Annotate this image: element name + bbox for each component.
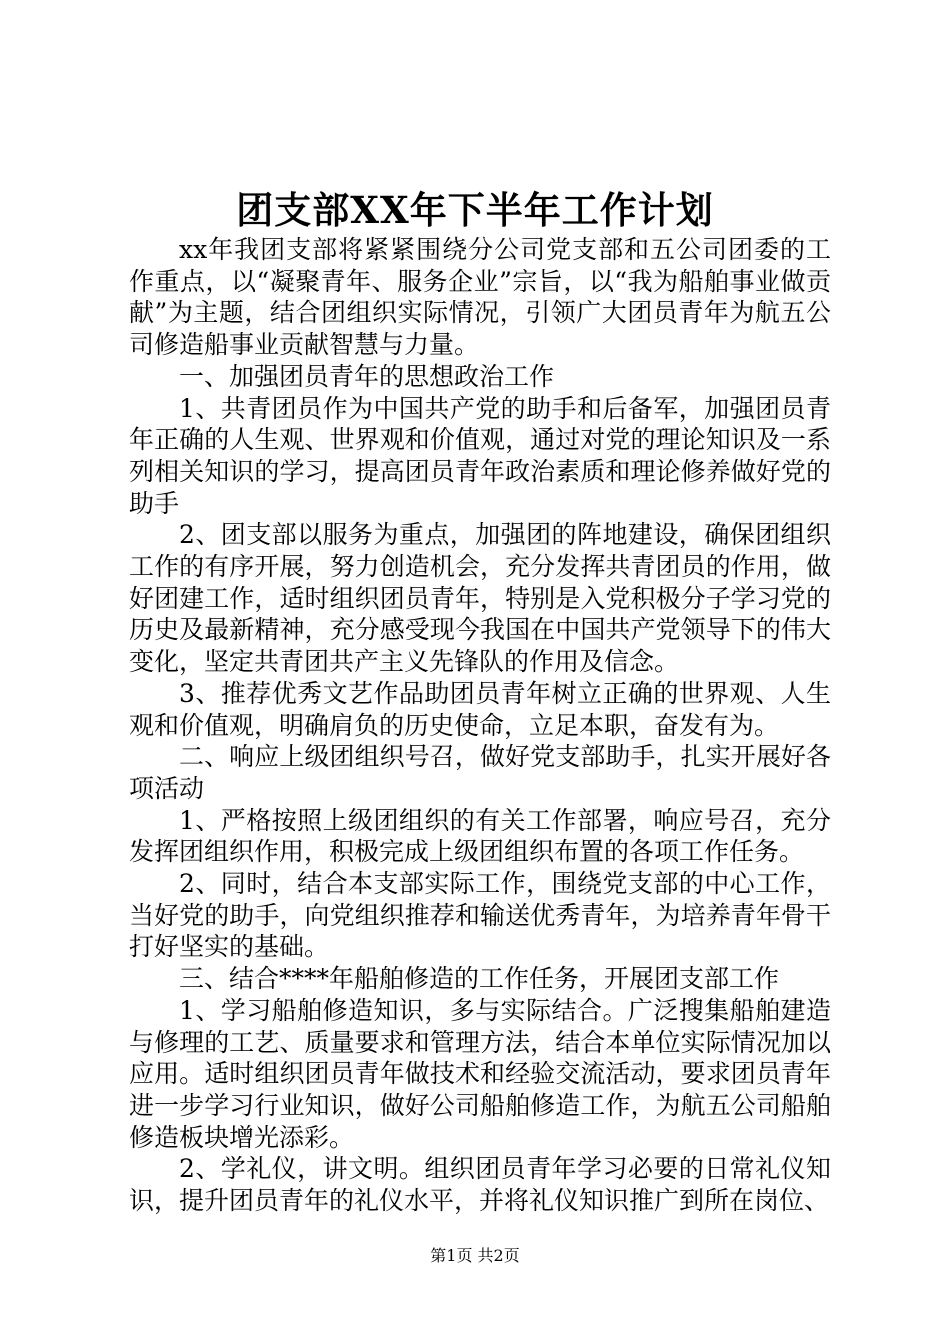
section-heading-1: 一、加强团员青年的思想政治工作 — [179, 361, 555, 391]
paragraph-1-2: 2、团支部以服务为重点，加强团的阵地建设，确保团组织工作的有序开展，努力创造机会，充分发挥共青团员的作用，做好团建工作，适时组织团员青年，特别是入党积极分子学习党的历史及最新精神，充分感受现今我国在中国共产党领导下的伟大变化，坚定共青团共产主义先锋队的作用及信念。 — [129, 520, 831, 677]
paragraph-1-1: 1、共青团员作为中国共产党的助手和后备军，加强团员青年正确的人生观、世界观和价值观，通过对党的理论知识及一系列相关知识的学习，提高团员青年政治素质和理论修养做好党的助手 — [129, 393, 831, 518]
section-heading-3: 三、结合****年船舶修造的工作任务，开展团支部工作 — [179, 964, 780, 994]
paragraph-2-2: 2、同时，结合本支部实际工作，围绕党支部的中心工作，当好党的助手，向党组织推荐和输送优秀青年，为培养青年骨干打好坚实的基础。 — [129, 869, 831, 962]
section-heading-2: 二、响应上级团组织号召，做好党支部助手，扎实开展好各项活动 — [129, 742, 831, 803]
paragraph-1-3: 3、推荐优秀文艺作品助团员青年树立正确的世界观、人生观和价值观，明确肩负的历史使命，立足本职，奋发有为。 — [129, 678, 831, 740]
document-title: 团支部XX年下半年工作计划 — [236, 188, 714, 232]
paragraph-3-1: 1、学习船舶修造知识，多与实际结合。广泛搜集船舶建造与修理的工艺、质量要求和管理方法，结合本单位实际情况加以应用。适时组织团员青年做技术和经验交流活动，要求团员青年进一步学习行业知识，做好公司船舶修造工作，为航五公司船舶修造板块增光添彩。 — [129, 995, 831, 1152]
paragraph-2-1: 1、严格按照上级团组织的有关工作部署，响应号召，充分发挥团组织作用，积极完成上级团组织布置的各项工作任务。 — [129, 805, 831, 867]
page-footer: 第1页 共2页 — [430, 1246, 520, 1265]
document-body — [129, 234, 831, 1217]
paragraph-3-2: 2、学礼仪，讲文明。组织团员青年学习必要的日常礼仪知识，提升团员青年的礼仪水平，并将礼仪知识推广到所在岗位、 — [129, 1154, 831, 1216]
paragraph-intro: xx年我团支部将紧紧围绕分公司党支部和五公司团委的工作重点，以“凝聚青年、服务企业”宗旨，以“我为船舶事业做贡献”为主题，结合团组织实际情况，引领广大团员青年为航五公司修造船事业贡献智慧与力量。 — [129, 235, 831, 360]
